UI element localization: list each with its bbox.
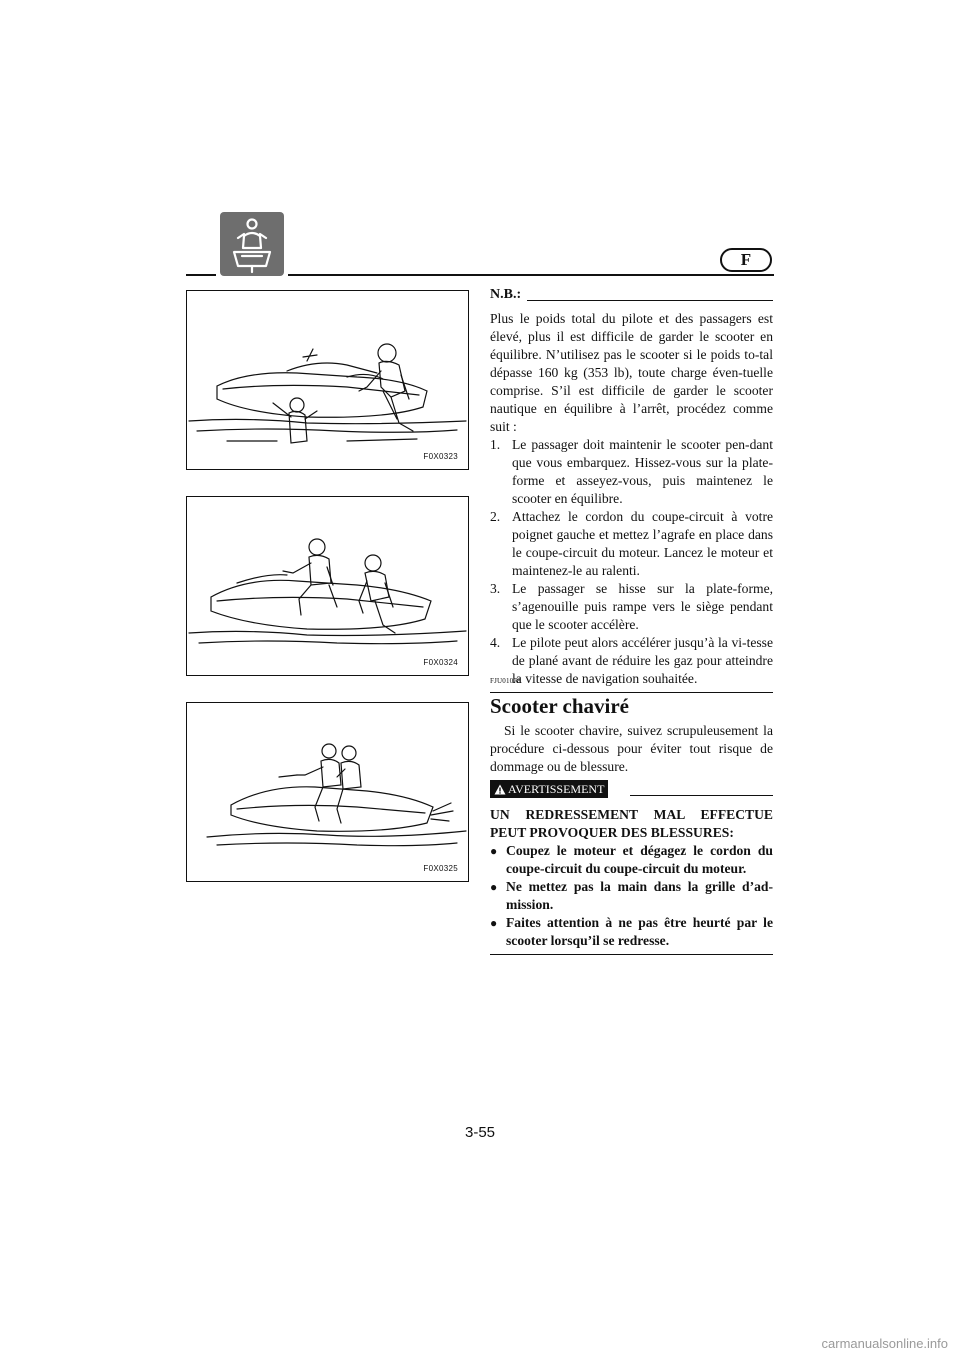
list-item: 4. Le pilote peut alors accélérer jusqu’à la vi-tesse de plané avant de réduire les gaz pour atteindre la vitesse de navigation souhaitée.: [490, 635, 773, 686]
language-badge: F: [720, 248, 772, 272]
watermark: carmanualsonline.info: [821, 1336, 948, 1351]
list-item: 3. Le passager se hisse sur la plate-forme, s’agenouille puis rampe vers le siège pendant que le scooter accélère.: [490, 581, 773, 632]
jetski-boarding-illustration: [187, 291, 468, 469]
bullet-dot-icon: ●: [490, 916, 498, 930]
figure-passenger-climbing: [186, 496, 469, 676]
list-item: ● Ne mettez pas la main dans la grille d’ad-mission.: [490, 879, 773, 912]
jetski-riding-illustration: [187, 703, 468, 881]
note-intro: Plus le poids total du pilote et des passagers est élevé, plus il est difficile de garder le scooter en équilibre. N’utilisez pas le scooter si le poids to-tal dépasse 160 kg (353 lb), toute charge éven-tuelle comprise. S’il est difficile de garder le scooter nautique en équilibre à l’arrêt, procédez comme suit :: [490, 311, 773, 434]
warning-heading-rule: [630, 795, 773, 796]
section-title: Scooter chaviré: [490, 694, 629, 718]
section-block: [490, 672, 773, 955]
warning-end-rule: [490, 954, 773, 955]
note-steps: [490, 436, 773, 688]
figure-boarding-passenger-holding: [186, 290, 469, 470]
page-number: 3-55: [464, 1124, 496, 1141]
jetski-climb-illustration: [187, 497, 468, 675]
figure-code: F0X0323: [423, 452, 458, 461]
header-rule-right: [288, 274, 774, 276]
bullet-dot-icon: ●: [490, 844, 498, 858]
section-code: FJU01078: [490, 677, 521, 685]
warning-bullets: [490, 842, 773, 950]
figure-code: F0X0325: [423, 864, 458, 873]
list-item: 2. Attachez le cordon du coupe-circuit à votre poignet gauche et mettez l’agrafe en place dans le coupe-circuit du moteur. Lancez le moteur et maintenez-le au ralenti.: [490, 509, 773, 578]
warning-badge: [490, 780, 608, 798]
note-block: [490, 286, 773, 693]
figure-riding-together: [186, 702, 469, 882]
section-intro: Si le scooter chavire, suivez scrupuleusement la procédure ci-dessous pour éviter tout risque de dommage ou de blessure.: [490, 723, 773, 774]
list-item: ● Coupez le moteur et dégagez le cordon du coupe-circuit du coupe-circuit du moteur.: [490, 843, 773, 876]
header-rule-left: [186, 274, 216, 276]
warning-headline: UN REDRESSEMENT MAL EFFECTUE PEUT PROVOQUER DES BLESSURES:: [490, 807, 773, 840]
note-heading-row: [490, 286, 773, 304]
note-heading: N.B.:: [490, 287, 522, 302]
list-item: 1. Le passager doit maintenir le scooter pen-dant que vous embarquez. Hissez-vous sur la plate-forme et asseyez-vous, puis maintenez le scooter en équilibre.: [490, 437, 773, 506]
watercraft-section-icon: [220, 212, 284, 276]
bullet-dot-icon: ●: [490, 880, 498, 894]
note-heading-rule: [527, 300, 773, 301]
warning-heading-row: [490, 780, 773, 798]
list-item: ● Faites attention à ne pas être heurté par le scooter lorsqu’il se redresse.: [490, 915, 773, 948]
warning-triangle-icon: [494, 784, 506, 795]
warning-label: AVERTISSEMENT: [508, 782, 605, 796]
figure-code: F0X0324: [423, 658, 458, 667]
